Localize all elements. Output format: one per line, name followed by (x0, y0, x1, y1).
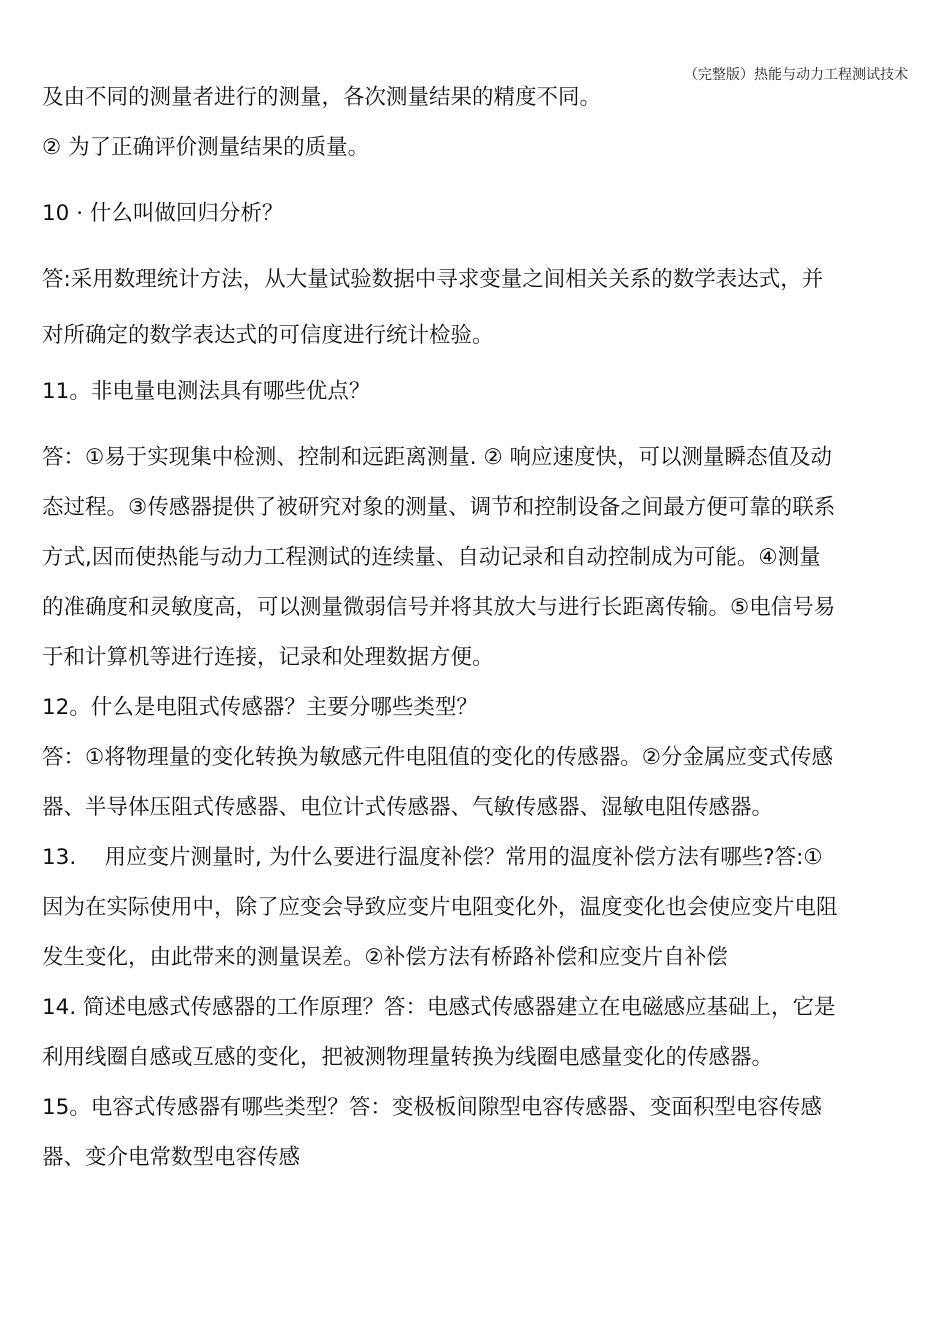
answer-11-line: 方式,因而使热能与动力工程测试的连续量、自动记录和自动控制成为可能。④测量 (42, 545, 821, 570)
answer-15-line: 器、变介电常数型电容传感 (42, 1145, 301, 1170)
question-10: 10 · 什么叫做回归分析？ (42, 201, 284, 226)
answer-12-line: 答：①将物理量的变化转换为敏感元件电阻值的变化的传感器。②分金属应变式传感 (42, 745, 834, 770)
answer-14-line: 利用线圈自感或互感的变化，把被测物理量转换为线圈电感量变化的传感器。 (42, 1045, 774, 1070)
answer-13-line: 发生变化，由此带来的测量误差。②补偿方法有桥路补偿和应变片自补偿 (42, 945, 728, 970)
question-15-line: 15。电容式传感器有哪些类型？答：变极板间隙型电容传感器、变面积型电容传感 (42, 1095, 822, 1120)
text-line: ② 为了正确评价测量结果的质量。 (42, 135, 370, 160)
document-body (42, 82, 910, 1174)
text-line: 及由不同的测量者进行的测量，各次测量结果的精度不同。 (42, 85, 602, 110)
answer-11-line: 态过程。③传感器提供了被研究对象的测量、调节和控制设备之间最方便可靠的联系 (42, 495, 836, 520)
answer-11-line: 答：①易于实现集中检测、控制和远距离测量. ② 响应速度快，可以测量瞬态值及动 (42, 445, 833, 470)
question-12: 12。什么是电阻式传感器？主要分哪些类型？ (42, 695, 478, 720)
answer-13-line: 因为在实际使用中，除了应变会导致应变片电阻变化外，温度变化也会使应变片电阻 (42, 895, 838, 920)
answer-10-line: 答:采用数理统计方法，从大量试验数据中寻求变量之间相关关系的数学表达式，并 (42, 267, 824, 292)
page-header-title: （完整版）热能与动力工程测试技术 (684, 67, 908, 83)
question-13-line: 13. 用应变片测量时, 为什么要进行温度补偿？常用的温度补偿方法有哪些?答:① (42, 845, 823, 870)
question-11: 11。非电量电测法具有哪些优点？ (42, 379, 371, 404)
answer-11-line: 于和计算机等进行连接，记录和处理数据方便。 (42, 645, 494, 670)
answer-12-line: 器、半导体压阻式传感器、电位计式传感器、气敏传感器、湿敏电阻传感器。 (42, 795, 774, 820)
question-14-line: 14. 简述电感式传感器的工作原理？答：电感式传感器建立在电磁感应基础上，它是 (42, 995, 836, 1020)
answer-11-line: 的准确度和灵敏度高，可以测量微弱信号并将其放大与进行长距离传输。⑤电信号易 (42, 595, 836, 620)
answer-10-line: 对所确定的数学表达式的可信度进行统计检验。 (42, 323, 494, 348)
